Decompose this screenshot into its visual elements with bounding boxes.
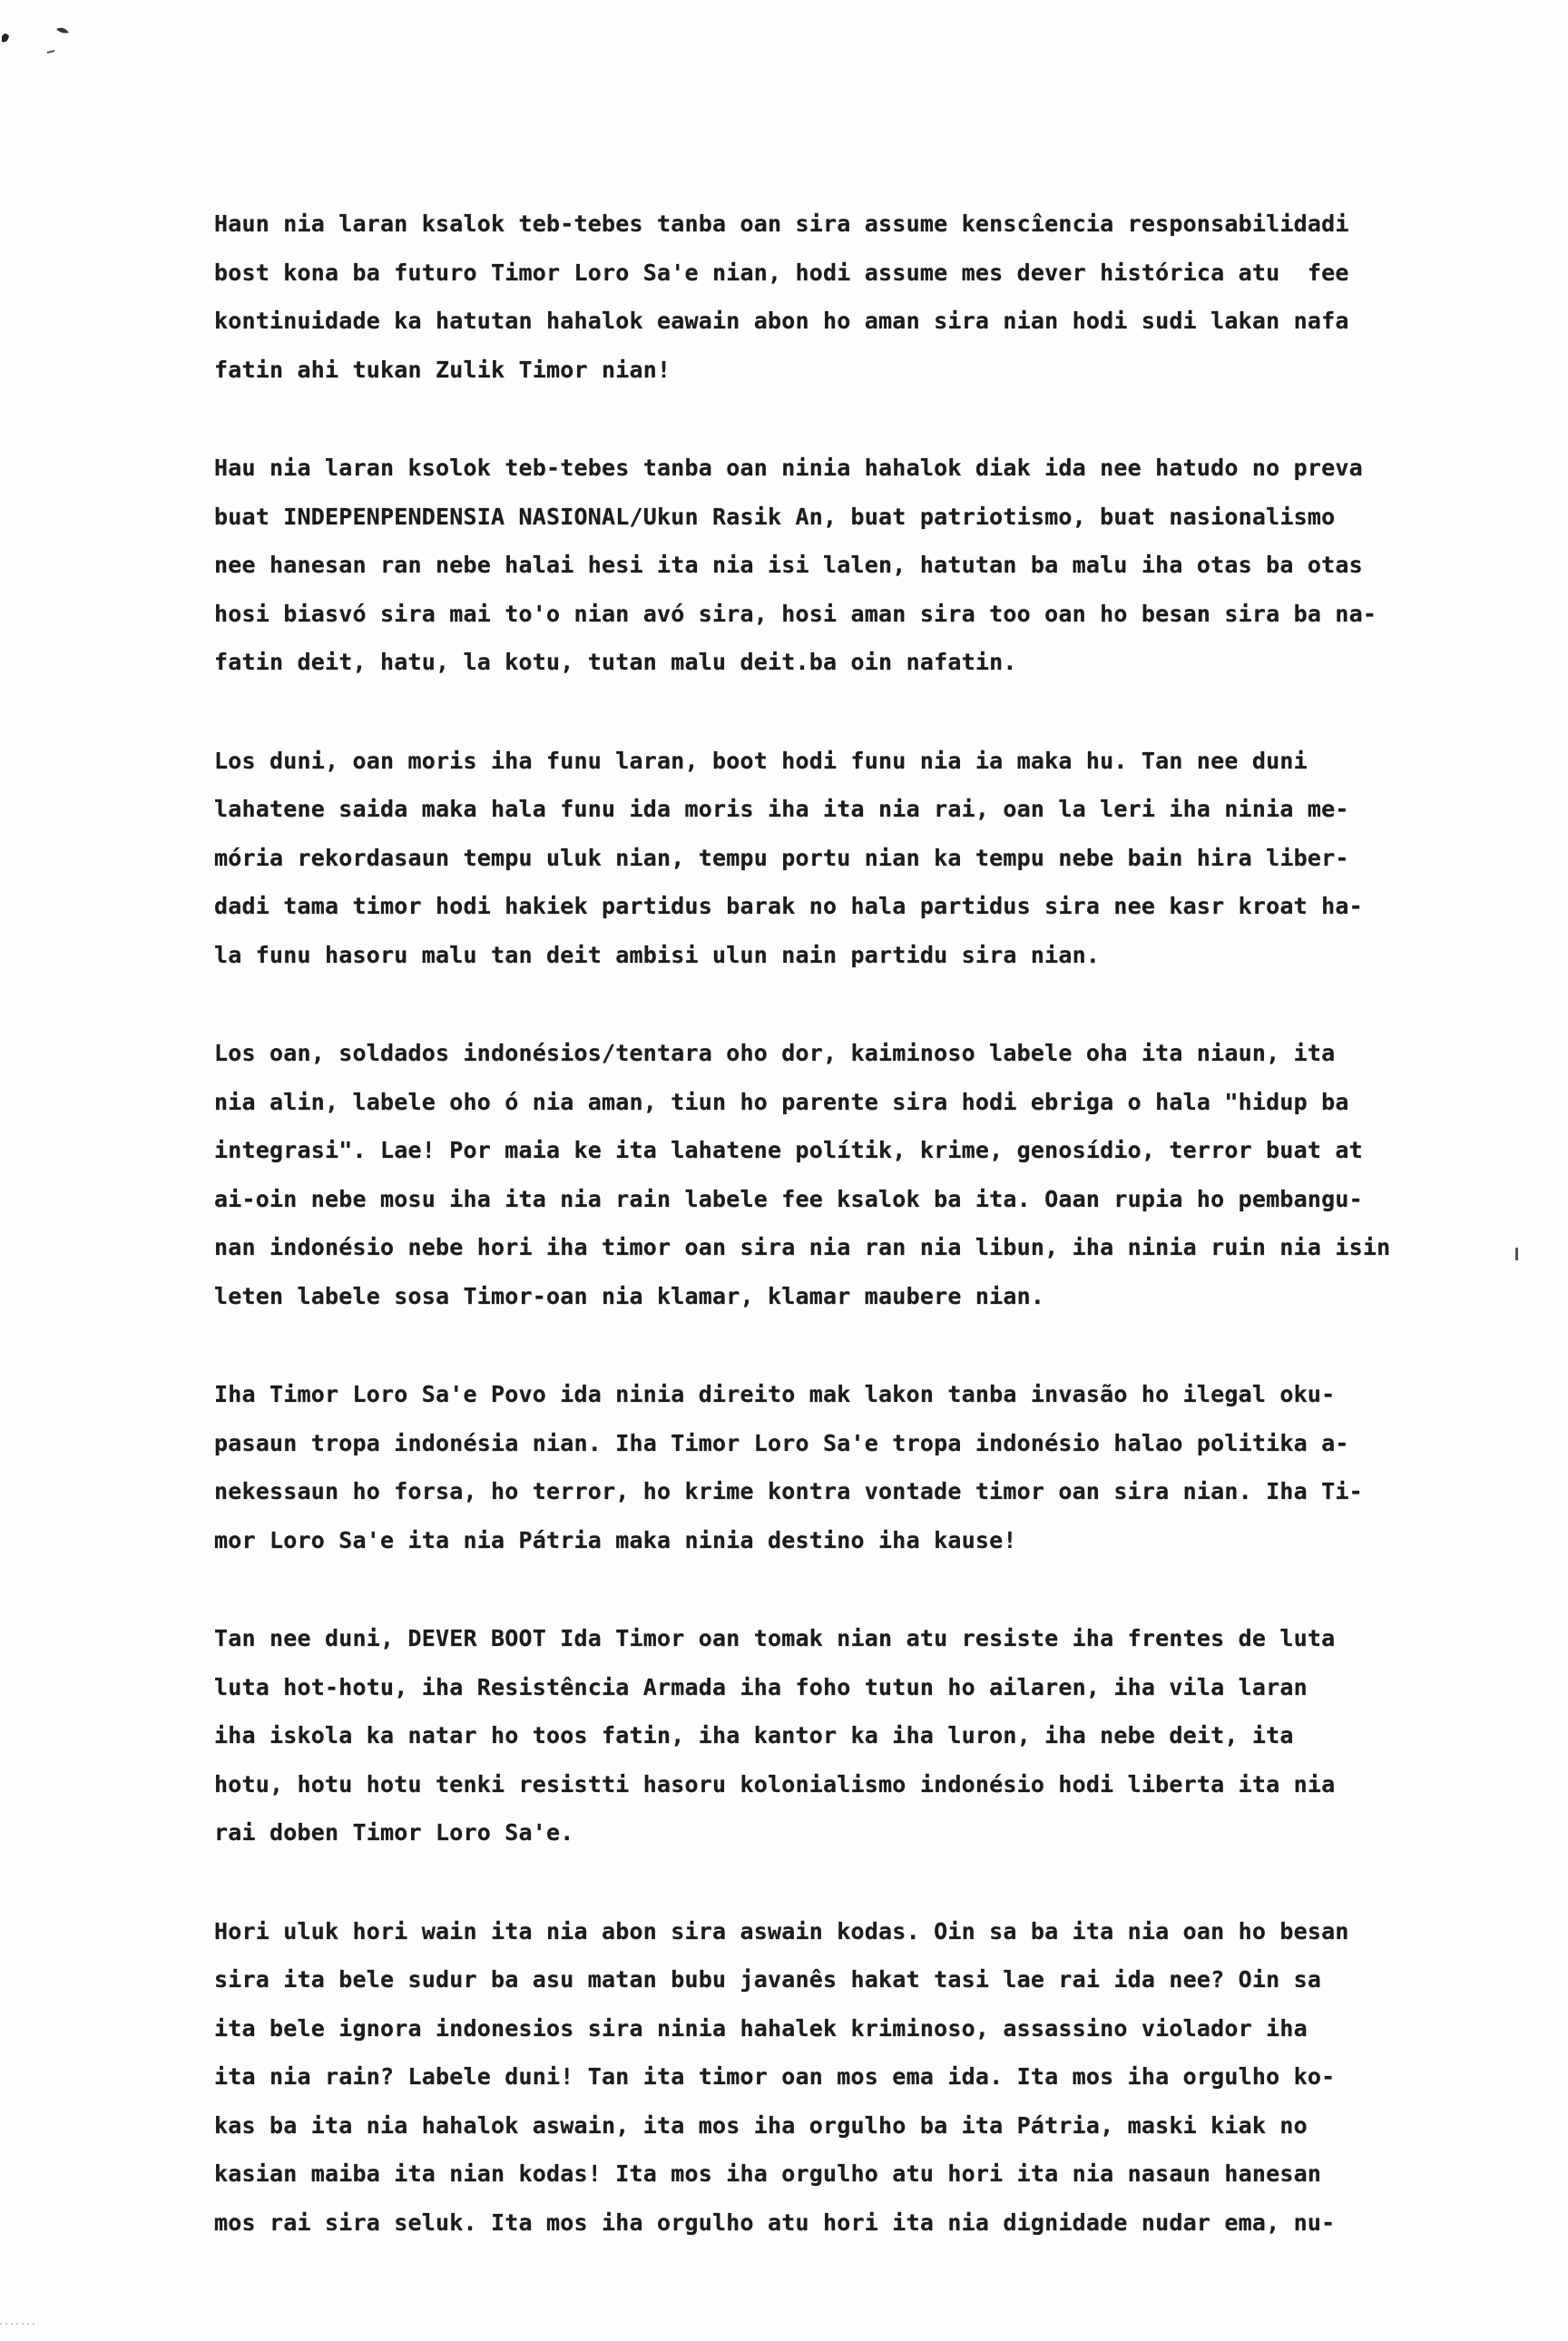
text-line: mos rai sira seluk. Ita mos iha orgulho atu hori ita nia dignidade nudar ema, nu- — [214, 2209, 1336, 2236]
text-line: Hau nia laran ksolok teb-tebes tanba oan ninia hahalok diak ida nee hatudo no preva — [214, 455, 1363, 481]
text-line: nee hanesan ran nebe halai hesi ita nia isi lalen, hatutan ba malu iha otas ba otas — [214, 552, 1363, 578]
text-line: Los oan, soldados indonésios/tentara oho dor, kaiminoso labele oha ita niaun, ita — [214, 1040, 1336, 1066]
text-line: fatin ahi tukan Zulik Timor nian! — [214, 356, 671, 383]
text-line: Hori uluk hori wain ita nia abon sira aswain kodas. Oin sa ba ita nia oan ho besan — [214, 1917, 1349, 1944]
text-line: luta hot-hotu, iha Resistência Armada iha foho tutun ho ailaren, iha vila laran — [214, 1673, 1308, 1700]
text-line: sira ita bele sudur ba asu matan bubu javanês hakat tasi lae rai ida nee? Oin sa — [214, 1966, 1322, 1993]
text-line: nekessaun ho forsa, ho terror, ho krime kontra vontade timor oan sira nian. Iha Ti- — [214, 1478, 1363, 1504]
text-line: buat INDEPENPENDENSIA NASIONAL/Ukun Rasik An, buat patriotismo, buat nasionalismo — [214, 503, 1336, 530]
text-line: iha iskola ka natar ho toos fatin, iha kantor ka iha luron, iha nebe deit, ita — [214, 1722, 1294, 1748]
text-line: dadi tama timor hodi hakiek partidus barak no hala partidus sira nee kasr kroat ha- — [214, 893, 1363, 919]
text-line: leten labele sosa Timor-oan nia klamar, klamar maubere nian. — [214, 1282, 1045, 1309]
text-line: ita bele ignora indonesios sira ninia hahalek kriminoso, assassino violador iha — [214, 2014, 1308, 2042]
text-line: bost kona ba futuro Timor Loro Sa'e nian, hodi assume mes dever histórica atu fee — [214, 259, 1349, 286]
text-line: pasaun tropa indonésia nian. Iha Timor Loro Sa'e tropa indonésio halao politika a- — [214, 1429, 1349, 1456]
text-line: kas ba ita nia hahalok aswain, ita mos iha orgulho ba ita Pátria, maski kiak no — [214, 2111, 1308, 2139]
text-line: lahatene saida maka hala funu ida moris iha ita nia rai, oan la leri iha ninia me- — [214, 796, 1349, 822]
text-line: rai doben Timor Loro Sa'e. — [214, 1819, 574, 1846]
paragraph-1 — [214, 200, 1485, 394]
paragraph-4 — [214, 1029, 1485, 1320]
scan-mark-icon — [0, 16, 82, 62]
text-line: Haun nia laran ksalok teb-tebes tanba oan sira assume kenscîencia responsabilidadi — [214, 211, 1349, 237]
paragraph-6 — [214, 1614, 1485, 1857]
text-line: integrasi". Lae! Por maia ke ita lahatene polítik, krime, genosídio, terror buat at — [214, 1137, 1363, 1163]
paragraph-7 — [214, 1907, 1485, 2248]
paragraph-2 — [214, 444, 1485, 687]
text-line: kontinuidade ka hatutan hahalok eawain abon ho aman sira nian hodi sudi lakan nafa — [214, 308, 1349, 334]
text-line: mória rekordasaun tempu uluk nian, tempu portu nian ka tempu nebe bain hira liber- — [214, 844, 1349, 871]
text-line: kasian maiba ita nian kodas! Ita mos iha orgulho atu hori ita nia nasaun hanesan — [214, 2160, 1322, 2187]
scan-speck-icon — [0, 2323, 36, 2325]
paragraph-5 — [214, 1370, 1485, 1564]
text-line: hotu, hotu hotu tenki resistti hasoru kolonialismo indonésio hodi liberta ita nia — [214, 1770, 1336, 1797]
text-line: nan indonésio nebe hori iha timor oan sira nia ran nia libun, iha ninia ruin nia isin — [214, 1234, 1391, 1260]
text-line: la funu hasoru malu tan deit ambisi ulun nain partidu sira nian. — [214, 941, 1101, 968]
text-line: ai-oin nebe mosu iha ita nia rain labele fee ksalok ba ita. Oaan rupia ho pembangu- — [214, 1185, 1363, 1212]
text-line: fatin deit, hatu, la kotu, tutan malu deit.ba oin nafatin. — [214, 649, 1017, 675]
paragraph-3 — [214, 737, 1485, 980]
letter-body — [214, 200, 1485, 2297]
text-line: Iha Timor Loro Sa'e Povo ida ninia direito mak lakon tanba invasão ho ilegal oku- — [214, 1381, 1336, 1407]
text-line: mor Loro Sa'e ita nia Pátria maka ninia destino iha kause! — [214, 1526, 1017, 1553]
margin-mark — [1515, 1248, 1518, 1260]
text-line: ita nia rain? Labele duni! Tan ita timor oan mos ema ida. Ita mos iha orgulho ko- — [214, 2063, 1336, 2090]
text-line: nia alin, labele oho ó nia aman, tiun ho parente sira hodi ebriga o hala "hidup ba — [214, 1088, 1349, 1115]
text-line: Los duni, oan moris iha funu laran, boot hodi funu nia ia maka hu. Tan nee duni — [214, 747, 1308, 774]
text-line: Tan nee duni, DEVER BOOT Ida Timor oan tomak nian atu resiste iha frentes de luta — [214, 1625, 1336, 1651]
text-line: hosi biasvó sira mai to'o nian avó sira, hosi aman sira too oan ho besan sira ba na- — [214, 600, 1377, 627]
